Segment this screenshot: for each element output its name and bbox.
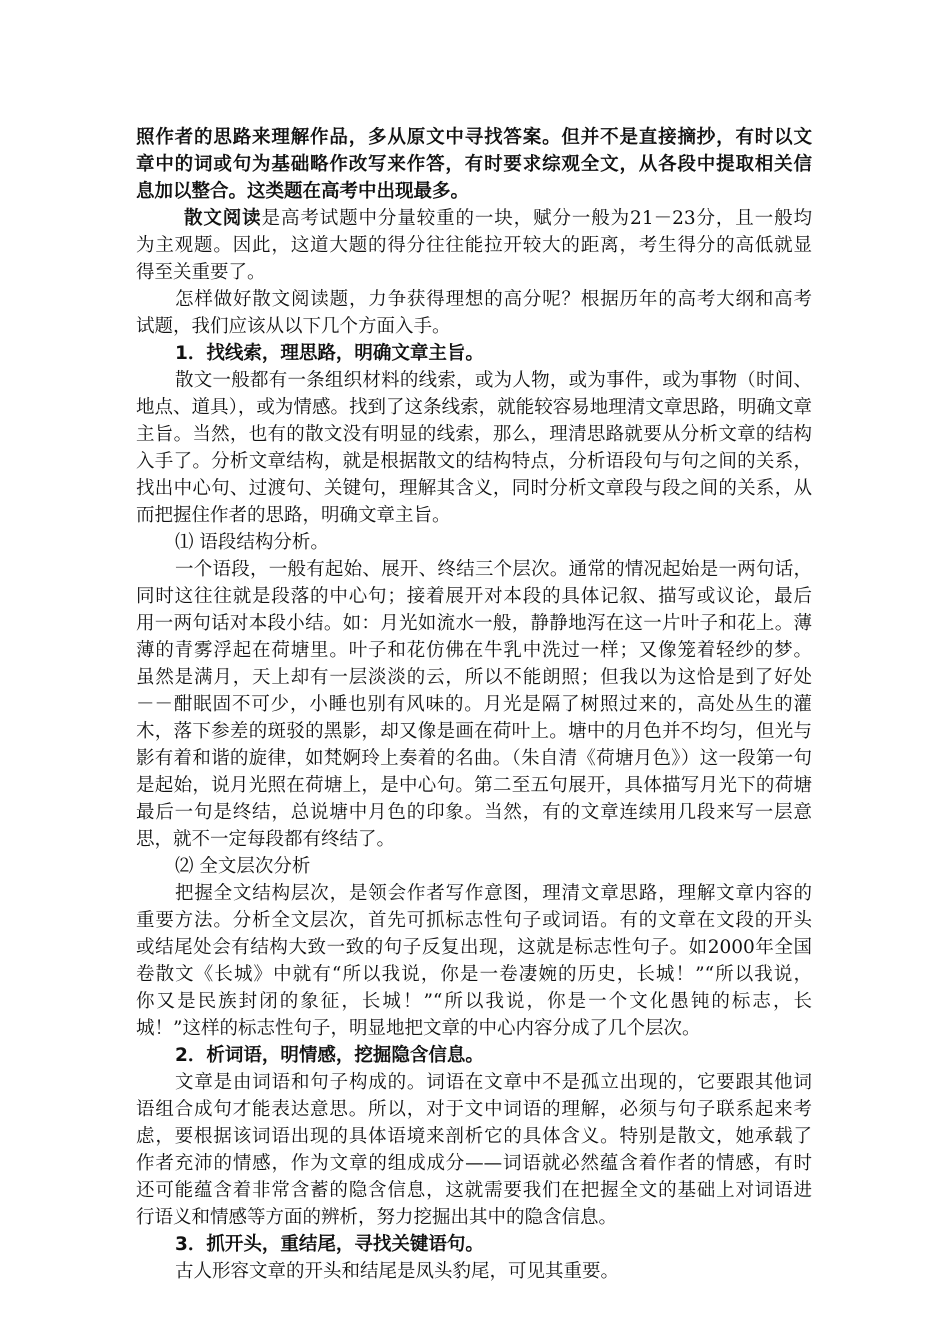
paragraph-line: 一个语段，一般有起始、展开、终结三个层次。通常的情况起始是一两句话， — [175, 559, 812, 580]
paragraph-line: 还可能蕴含着非常含蓄的隐含信息，这就需要我们在把握全文的基础上对词语进 — [136, 1180, 812, 1201]
paragraph-line: 文章是由词语和句子构成的。词语在文章中不是孤立出现的，它要跟其他词 — [175, 1072, 812, 1093]
bold-term: 散文阅读 — [184, 208, 262, 229]
paragraph-line: 而把握住作者的思路，明确文章主旨。 — [136, 505, 451, 526]
paragraph-line: 得至关重要了。 — [136, 262, 266, 283]
paragraph-line: 同时这往往就是段落的中心句；接着展开对本段的具体记叙、描写或议论，最后 — [136, 586, 812, 607]
paragraph-line: 思，就不一定每段都有终结了。 — [136, 829, 396, 850]
section-heading: 2．析词语，明情感，挖掘隐含信息。 — [175, 1045, 484, 1066]
paragraph-line: 用一两句话对本段小结。如：月光如流水一般，静静地泻在这一片叶子和花上。薄 — [136, 613, 812, 634]
paragraph-line: 是起始，说月光照在荷塘上，是中心句。第二至五句展开，具体描写月光下的荷塘 — [136, 775, 812, 796]
paragraph-line: 古人形容文章的开头和结尾是凤头豹尾，可见其重要。 — [175, 1261, 620, 1282]
subsection-heading: ⑴ 语段结构分析。 — [175, 532, 329, 553]
paragraph-line: 息加以整合。这类题在高考中出现最多。 — [136, 181, 470, 202]
paragraph-line: 把握全文结构层次，是领会作者写作意图，理清文章思路，理解文章内容的 — [175, 883, 812, 904]
paragraph-line: 找出中心句、过渡句、关键句，理解其含义，同时分析文章段与段之间的关系，从 — [136, 478, 812, 499]
paragraph-line: 影有着和谐的旋律，如梵婀玲上奏着的名曲。（朱自清《荷塘月色》）这一段第一句 — [136, 748, 812, 769]
paragraph-line: 试题，我们应该从以下几个方面入手。 — [136, 316, 451, 337]
paragraph-line: 照作者的思路来理解作品，多从原文中寻找答案。但并不是直接摘抄，有时以文 — [136, 127, 812, 148]
paragraph-line: 为主观题。因此，这道大题的得分往往能拉开较大的距离，考生得分的高低就显 — [136, 235, 812, 256]
paragraph-line: 地点、道具），或为情感。找到了这条线索，就能较容易地理清文章思路，明确文章 — [136, 397, 812, 418]
paragraph-line: 木，落下参差的斑驳的黑影，却又像是画在荷叶上。塘中的月色并不均匀，但光与 — [136, 721, 812, 742]
paragraph-line: 怎样做好散文阅读题，力争获得理想的高分呢？根据历年的高考大纲和高考 — [175, 289, 812, 310]
paragraph-line: 重要方法。分析全文层次，首先可抓标志性句子或词语。有的文章在文段的开头 — [136, 910, 812, 931]
section-heading: 1．找线索，理思路，明确文章主旨。 — [175, 343, 484, 364]
paragraph-line: 入手了。分析文章结构，就是根据散文的结构特点，分析语段句与句之间的关系， — [136, 451, 812, 472]
paragraph-line: 你又是民族封闭的象征，长城！”“所以我说，你是一个文化愚钝的标志，长 — [136, 991, 812, 1012]
paragraph-line: 语组合成句才能表达意思。所以，对于文中词语的理解，必须与句子联系起来考 — [136, 1099, 812, 1120]
line-rest: 是高考试题中分量较重的一块，赋分一般为21－23分，且一般均 — [261, 208, 812, 229]
paragraph-line: 薄的青雾浮起在荷塘里。叶子和花仿佛在牛乳中洗过一样；又像笼着轻纱的梦。 — [136, 640, 812, 661]
paragraph-line: 行语义和情感等方面的辨析，努力挖掘出其中的隐含信息。 — [136, 1207, 618, 1228]
paragraph-line: 虽然是满月，天上却有一层淡淡的云，所以不能朗照；但我以为这恰是到了好处 — [136, 667, 812, 688]
paragraph-line: 作者充沛的情感，作为文章的组成成分——词语就必然蕴含着作者的情感，有时 — [136, 1153, 812, 1174]
paragraph-line: 散文一般都有一条组织材料的线索，或为人物，或为事件，或为事物（时间、 — [175, 370, 812, 391]
paragraph-line: 最后一句是终结，总说塘中月色的印象。当然，有的文章连续用几段来写一层意 — [136, 802, 812, 823]
paragraph-line: 虑，要根据该词语出现的具体语境来剖析它的具体含义。特别是散文，她承载了 — [136, 1126, 812, 1147]
paragraph-line — [184, 205, 812, 232]
paragraph-line: 主旨。当然，也有的散文没有明显的线索，那么，理清思路就要从分析文章的结构 — [136, 424, 812, 445]
paragraph-line: －－酣眠固不可少，小睡也别有风味的。月光是隔了树照过来的，高处丛生的灌 — [136, 694, 812, 715]
paragraph-line: 城！”这样的标志性句子，明显地把文章的中心内容分成了几个层次。 — [136, 1018, 701, 1039]
paragraph-line: 卷散文《长城》中就有“所以我说，你是一卷凄婉的历史，长城！”“所以我说， — [136, 964, 812, 985]
subsection-heading: ⑵ 全文层次分析 — [175, 856, 311, 877]
paragraph-line: 章中的词或句为基础略作改写来作答，有时要求综观全文，从各段中提取相关信 — [136, 154, 812, 175]
paragraph-line: 或结尾处会有结构大致一致的句子反复出现，这就是标志性句子。如2000年全国 — [136, 937, 812, 958]
section-heading: 3．抓开头，重结尾，寻找关键语句。 — [175, 1234, 484, 1255]
